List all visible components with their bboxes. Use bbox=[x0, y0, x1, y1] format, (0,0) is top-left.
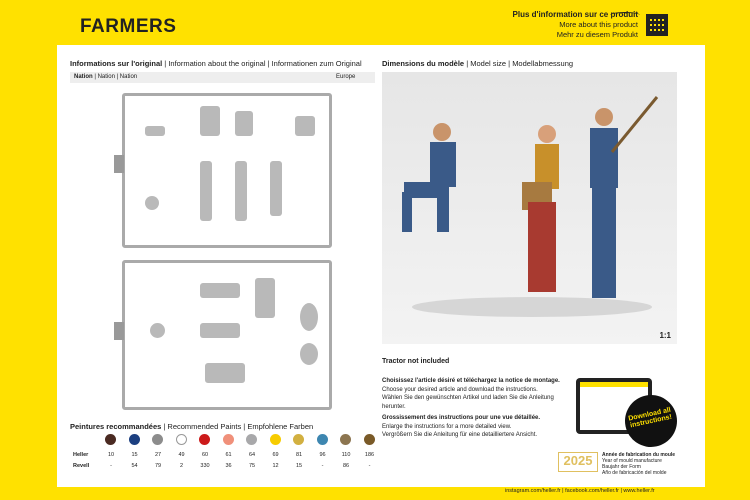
tractor-note: Tractor not included bbox=[382, 358, 450, 365]
paint-swatch bbox=[223, 434, 234, 445]
sprue-tag bbox=[114, 322, 124, 340]
revell-code: - bbox=[368, 463, 371, 469]
paint-swatch bbox=[176, 434, 187, 445]
paint-swatch bbox=[129, 434, 140, 445]
sprue-b bbox=[122, 260, 332, 410]
nation-row: Nation | Nation | Nation Europe bbox=[70, 72, 375, 83]
paint-swatch bbox=[270, 434, 281, 445]
heller-code: 96 bbox=[319, 452, 326, 458]
heller-code: 15 bbox=[131, 452, 138, 458]
arrow-icon bbox=[610, 12, 640, 18]
heller-code: 61 bbox=[225, 452, 232, 458]
paint-swatch bbox=[364, 434, 375, 445]
heller-code: 60 bbox=[201, 452, 209, 458]
farmers-figures bbox=[382, 72, 677, 344]
sprue-a bbox=[122, 93, 332, 248]
revell-code: 86 bbox=[342, 463, 350, 469]
revell-code: - bbox=[321, 463, 324, 469]
paint-swatch bbox=[199, 434, 210, 445]
paint-swatch bbox=[317, 434, 328, 445]
revell-code: 79 bbox=[154, 463, 162, 469]
nation-value: Europe bbox=[336, 74, 356, 80]
revell-code: 12 bbox=[272, 463, 279, 469]
scale-label: 1:1 bbox=[659, 330, 671, 340]
heller-code: 10 bbox=[107, 452, 115, 458]
paints-heading: Peintures recommandées | Recommended Paints | Empfohlene Farben bbox=[70, 422, 314, 431]
original-heading: Informations sur l'original | Information about the original | Informationen zum Original bbox=[70, 59, 362, 68]
paint-swatch bbox=[340, 434, 351, 445]
heller-code: 49 bbox=[178, 452, 185, 458]
heller-label: Heller bbox=[73, 452, 89, 458]
mould-year: 2025 bbox=[558, 452, 598, 472]
mould-info: Année de fabrication du moule Year of mould manufacture Baujahr der Form Año de fabricación del molde bbox=[602, 452, 676, 476]
sprue-tag bbox=[114, 155, 124, 173]
heller-code: 69 bbox=[272, 452, 279, 458]
paint-swatch bbox=[105, 434, 116, 445]
revell-code: - bbox=[110, 463, 112, 469]
download-instructions-button[interactable]: Download all instructions! bbox=[620, 390, 682, 452]
info-de: Mehr zu diesem Produkt bbox=[556, 30, 638, 39]
page-title: FARMERS bbox=[80, 16, 177, 37]
revell-code: 75 bbox=[248, 463, 256, 469]
revell-code: 54 bbox=[131, 463, 138, 469]
revell-code: 330 bbox=[200, 463, 210, 469]
info-en: More about this product bbox=[559, 20, 638, 29]
revell-code: 15 bbox=[295, 463, 303, 469]
model-photo bbox=[382, 72, 677, 344]
revell-code: 2 bbox=[179, 463, 184, 469]
info-fr: Plus d'information sur ce produit bbox=[512, 10, 638, 19]
paint-swatch bbox=[152, 434, 163, 445]
heller-code: 110 bbox=[341, 452, 351, 458]
social-links[interactable]: instagram.com/heller.fr | facebook.com/heller.fr | www.heller.fr bbox=[505, 488, 655, 494]
paint-swatch bbox=[246, 434, 257, 445]
qr-code[interactable] bbox=[646, 14, 668, 36]
heller-code: 186 bbox=[364, 452, 375, 458]
instructions-text: Choisissez l'article désiré et téléchargez la notice de montage. Choose your desired article and download the instructions. Wählen Sie den gewünschten Artikel und laden Sie die Anleitung herunter. Grossissement des instructions pour une vue détaillée. Enlarge the instructions for a more detailed view. Vergrößern Sie die Anleitung für eine detailliertere Ansicht. bbox=[382, 378, 560, 438]
heller-code: 64 bbox=[248, 452, 256, 458]
revell-code: 36 bbox=[225, 463, 232, 469]
heller-code: 81 bbox=[295, 452, 303, 458]
revell-label: Revell bbox=[73, 463, 90, 469]
heller-code: 27 bbox=[154, 452, 162, 458]
paint-swatch bbox=[293, 434, 304, 445]
model-heading: Dimensions du modèle | Model size | Modellabmessung bbox=[382, 59, 574, 68]
